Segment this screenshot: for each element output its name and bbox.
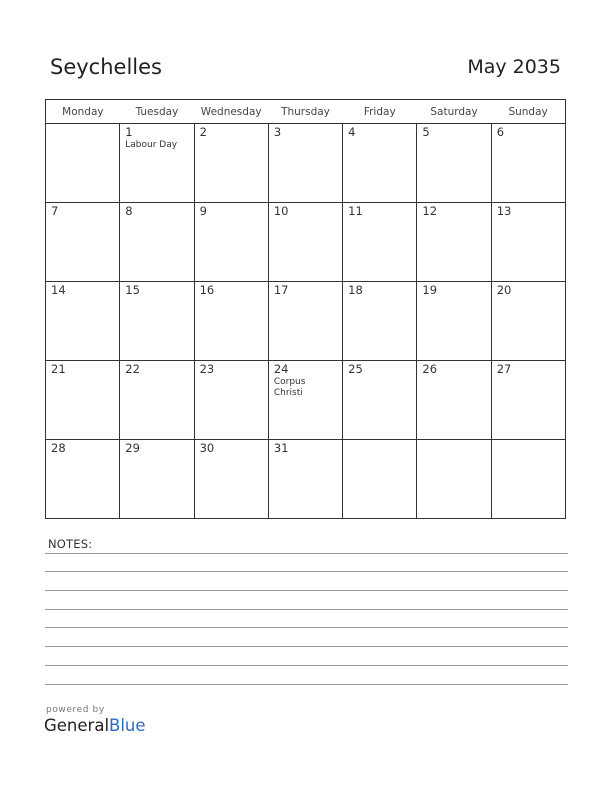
day-cell [491, 203, 565, 282]
day-cell [343, 361, 417, 440]
day-cell [417, 203, 491, 282]
day-cell [417, 282, 491, 361]
empty-day-cell [417, 440, 491, 519]
powered-by-text: powered by [46, 705, 105, 715]
day-number: 10 [273, 204, 289, 218]
day-cell [120, 282, 194, 361]
weekday-header: Friday [343, 100, 417, 124]
notes-line [45, 665, 568, 666]
day-cell [194, 124, 268, 203]
day-number: 31 [273, 441, 289, 455]
day-number: 26 [422, 362, 438, 376]
day-cell [491, 361, 565, 440]
day-number: 27 [496, 362, 512, 376]
empty-day-cell [343, 440, 417, 519]
day-cell [268, 203, 342, 282]
week-row [46, 282, 566, 361]
week-row [46, 124, 566, 203]
day-number: 25 [348, 362, 363, 376]
weekday-header: Wednesday [194, 100, 268, 124]
day-cell [417, 124, 491, 203]
day-number: 18 [348, 283, 363, 297]
empty-day-cell [491, 440, 565, 519]
day-number: 16 [199, 283, 215, 297]
day-cell [120, 124, 194, 203]
day-cell [268, 361, 342, 440]
day-cell [194, 282, 268, 361]
weekday-header: Monday [46, 100, 120, 124]
day-cell [491, 282, 565, 361]
day-cell [268, 440, 342, 519]
notes-line [45, 627, 568, 628]
day-cell [194, 361, 268, 440]
calendar-country-title: Seychelles [50, 55, 162, 79]
day-cell [46, 361, 120, 440]
day-number: 29 [125, 441, 140, 455]
day-number: 23 [199, 362, 215, 376]
day-number: 13 [496, 204, 512, 218]
day-number: 19 [422, 283, 438, 297]
week-row [46, 361, 566, 440]
day-number: 3 [273, 125, 282, 139]
day-number: 30 [199, 441, 215, 455]
day-number: 2 [199, 125, 207, 139]
day-number: 6 [496, 125, 505, 139]
day-number: 8 [125, 204, 133, 218]
holiday-label: Corpus Christi [273, 377, 306, 398]
day-number: 11 [348, 204, 363, 218]
calendar-grid [45, 99, 566, 519]
day-number: 15 [125, 283, 140, 297]
notes-line [45, 684, 568, 685]
day-cell [268, 124, 342, 203]
day-cell [268, 282, 342, 361]
day-cell [194, 203, 268, 282]
weekday-header-row [46, 100, 566, 124]
day-cell [46, 282, 120, 361]
notes-line [45, 609, 568, 610]
week-row [46, 440, 566, 519]
weekday-header: Tuesday [120, 100, 194, 124]
day-cell [343, 124, 417, 203]
day-number: 12 [422, 204, 438, 218]
brand-text-general: General [44, 716, 110, 735]
calendar-body [46, 124, 566, 519]
day-cell [343, 203, 417, 282]
day-cell [417, 361, 491, 440]
day-number: 4 [348, 125, 356, 139]
day-number: 1 [125, 125, 133, 139]
weekday-header: Sunday [491, 100, 565, 124]
notes-line [45, 571, 568, 572]
empty-day-cell [46, 124, 120, 203]
day-cell [46, 203, 120, 282]
day-cell [46, 440, 120, 519]
notes-label: NOTES: [48, 537, 93, 551]
week-row [46, 203, 566, 282]
notes-line [45, 646, 568, 647]
day-number: 20 [496, 283, 512, 297]
day-number: 22 [125, 362, 140, 376]
day-cell [491, 124, 565, 203]
notes-line [45, 590, 568, 591]
day-number: 21 [51, 362, 66, 376]
day-cell [343, 282, 417, 361]
day-number: 24 [273, 362, 289, 376]
day-number: 5 [422, 125, 430, 139]
day-number: 7 [51, 204, 59, 218]
day-number: 14 [51, 283, 66, 297]
weekday-header: Thursday [268, 100, 342, 124]
day-number: 28 [51, 441, 66, 455]
day-cell [194, 440, 268, 519]
calendar-month-title: May 2035 [467, 56, 561, 78]
day-cell [120, 440, 194, 519]
day-number: 17 [273, 283, 289, 297]
weekday-header: Saturday [417, 100, 491, 124]
holiday-label: Labour Day [125, 140, 178, 150]
day-number: 9 [199, 204, 207, 218]
notes-line [45, 553, 568, 554]
day-cell [120, 203, 194, 282]
brand-text-blue: Blue [109, 716, 146, 735]
generalblue-logo[interactable] [44, 716, 146, 735]
day-cell [120, 361, 194, 440]
